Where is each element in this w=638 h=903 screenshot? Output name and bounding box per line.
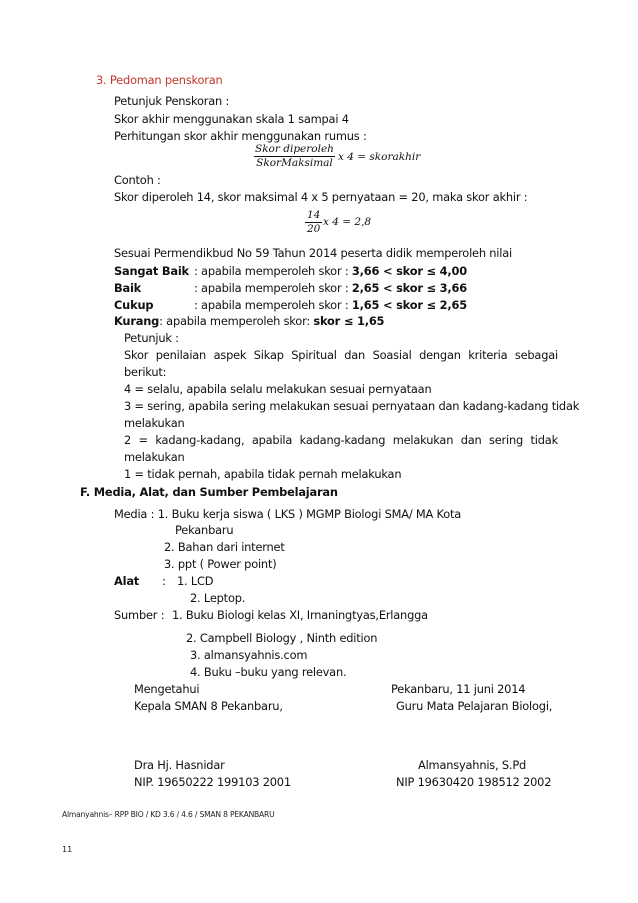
sumber-item: 2. Campbell Biology , Ninth edition (186, 631, 378, 645)
skala-line: Skor akhir menggunakan skala 1 sampai 4 (114, 112, 349, 126)
page-number: 11 (62, 845, 73, 854)
word: Skor (124, 348, 149, 362)
example-denominator: 20 (307, 223, 321, 235)
grade-row-kurang (114, 313, 384, 329)
word: dan (460, 433, 482, 447)
sumber-item: 4. Buku –buku yang relevan. (190, 665, 347, 679)
word: apabila (251, 433, 293, 447)
sign-left-name: Dra Hj. Hasnidar (134, 758, 225, 772)
word: Spiritual (291, 348, 337, 362)
word: kadang-kadang (299, 433, 386, 447)
grade-label: Cukup (114, 298, 154, 312)
grade-text: : apabila memperoleh skor : (194, 281, 352, 295)
sign-right-nip: NIP 19630420 198512 2002 (396, 775, 552, 789)
grade-text: : apabila memperoleh skor : (194, 298, 352, 312)
kurang-range: skor ≤ 1,65 (313, 314, 385, 328)
grade-row (114, 280, 467, 296)
grade-label: Sangat Baik (114, 264, 189, 278)
word: 2 (124, 433, 132, 447)
sign-left-nip: NIP. 19650222 199103 2001 (134, 775, 291, 789)
section-f-heading: F. Media, Alat, dan Sumber Pembelajaran (80, 485, 338, 499)
criteria-2-end: melakukan (124, 450, 185, 464)
criteria-3-end: melakukan (124, 416, 185, 430)
grade-label: Baik (114, 281, 142, 295)
word: dan (344, 348, 366, 362)
word: dengan (419, 348, 461, 362)
rumus-line: Perhitungan skor akhir menggunakan rumus : (114, 129, 367, 143)
alat-item: 1. LCD (177, 574, 214, 588)
sumber-label: Sumber : (114, 608, 165, 622)
word: = (138, 433, 148, 447)
section-3-heading: 3. Pedoman penskoran (96, 73, 223, 87)
grade-text: : apabila memperoleh skor : (194, 264, 352, 278)
sumber-item: 3. almansyahnis.com (190, 648, 308, 662)
word: kadang-kadang, (155, 433, 245, 447)
kurang-label: Kurang (114, 314, 160, 328)
grade-range: 3,66 < skor ≤ 4,00 (351, 264, 467, 278)
word: Sikap (253, 348, 284, 362)
criteria-intro-end: berikut: (124, 365, 167, 379)
sign-left-line1: Mengetahui (134, 682, 200, 696)
sign-right-name: Almansyahnis, S.Pd (418, 758, 527, 772)
word: tidak (530, 433, 558, 447)
word: kriteria (468, 348, 508, 362)
formula-fraction (253, 143, 336, 170)
formula-denominator: SkorMaksimal (256, 157, 333, 169)
criteria-2 (124, 432, 558, 448)
media-item: Pekanbaru (175, 523, 234, 537)
formula-rest: x 4 = skorakhir (338, 151, 421, 163)
alat-label: Alat (114, 574, 140, 588)
criteria-1: 1 = tidak pernah, apabila tidak pernah melakukan (124, 467, 402, 481)
formula-numerator: Skor diperoleh (255, 143, 334, 155)
contoh-text: Skor diperoleh 14, skor maksimal 4 x 5 pernyataan = 20, maka skor akhir : (114, 190, 528, 204)
word: sebagai (514, 348, 558, 362)
contoh-label: Contoh : (114, 173, 161, 187)
permendikbud-line: Sesuai Permendikbud No 59 Tahun 2014 peserta didik memperoleh nilai (114, 246, 512, 260)
example-rest: x 4 = 2,8 (323, 216, 372, 228)
sign-right-line1: Pekanbaru, 11 juni 2014 (391, 682, 526, 696)
media-item: 2. Bahan dari internet (164, 540, 285, 554)
word: sering (489, 433, 524, 447)
example-numerator: 14 (307, 209, 321, 221)
grade-range: 1,65 < skor ≤ 2,65 (351, 298, 467, 312)
criteria-4: 4 = selalu, apabila selalu melakukan sesuai pernyataan (124, 382, 432, 396)
media-item: 3. ppt ( Power point) (164, 557, 277, 571)
alat-colon: : (162, 574, 166, 588)
media-row (114, 506, 461, 522)
word: penilaian (155, 348, 207, 362)
petunjuk-title: Petunjuk Penskoran : (114, 94, 230, 108)
criteria-3: 3 = sering, apabila sering melakukan sesuai pernyataan dan kadang-kadang tidak (124, 399, 580, 413)
grade-row (114, 263, 467, 279)
sign-right-line2: Guru Mata Pelajaran Biologi, (396, 699, 553, 713)
grade-range: 2,65 < skor ≤ 3,66 (351, 281, 467, 295)
alat-item: 2. Leptop. (190, 591, 246, 605)
media-label: Media : (114, 507, 158, 521)
word: Soasial (372, 348, 412, 362)
sumber-item: 1. Buku Biologi kelas XI, Irnaningtyas,Erlangga (172, 608, 428, 622)
grade-row (114, 297, 467, 313)
media-item: 1. Buku kerja siswa ( LKS ) MGMP Biologi SMA/ MA Kota (157, 507, 462, 521)
sign-left-line2: Kepala SMAN 8 Pekanbaru, (134, 699, 283, 713)
word: melakukan (392, 433, 454, 447)
word: aspek (213, 348, 247, 362)
example-fraction (305, 209, 322, 236)
page-footer: Almanyahnis– RPP BIO / KD 3.6 / 4.6 / SMAN 8 PEKANBARU (62, 810, 275, 819)
kurang-text: : apabila memperoleh skor: (159, 314, 314, 328)
criteria-intro (124, 347, 558, 363)
petunjuk-label: Petunjuk : (124, 331, 179, 345)
